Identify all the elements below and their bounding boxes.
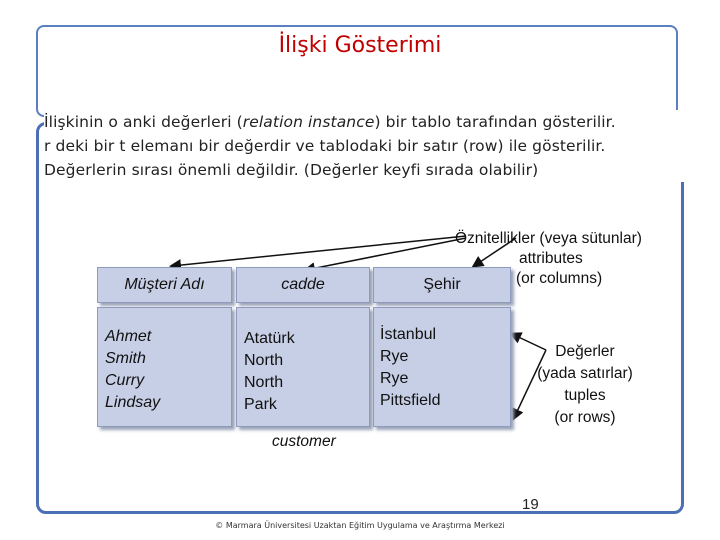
cell: Rye <box>380 370 409 387</box>
slide-title: İlişki Gösterimi <box>278 33 442 58</box>
header-sehir: Şehir <box>373 267 511 303</box>
cell: North <box>244 374 284 391</box>
arrow-to-cadde <box>306 238 466 270</box>
header-cadde: cadde <box>236 267 370 303</box>
column-sehir <box>373 307 511 427</box>
footer-text: © Marmara Üniversitesi Uzaktan Eğitim Uygulama ve Araştırma Merkezi <box>215 521 505 530</box>
cell: Smith <box>105 350 146 367</box>
arrow-to-musteri <box>172 236 466 266</box>
column-musteri-adi <box>97 307 232 427</box>
paragraph-line-1: İlişkinin o anki değerleri (relation instance) bir tablo tarafından gösterilir. <box>44 113 616 131</box>
page-number: 19 <box>522 496 539 513</box>
cell: Curry <box>105 372 145 389</box>
cell: Lindsay <box>105 394 161 411</box>
cell: İstanbul <box>380 326 437 343</box>
paragraph-line-2: r deki bir t elemanı bir değerdir ve tablodaki bir satır (row) ile gösterilir. <box>44 137 606 155</box>
values-label: Değerler (yada satırlar) tuples (or rows) <box>537 343 633 426</box>
cell: Ahmet <box>105 328 152 345</box>
header-musteri-adi: Müşteri Adı <box>97 267 232 303</box>
paragraph-line-3: Değerlerin sırası önemli değildir. (Değerler keyfi sırada olabilir) <box>44 161 539 179</box>
cell: Atatürk <box>244 330 295 347</box>
cell: Pittsfield <box>380 392 441 409</box>
cell: Rye <box>380 348 409 365</box>
cell: North <box>244 352 284 369</box>
cell: Park <box>244 396 277 413</box>
column-cadde <box>236 307 370 427</box>
table-name-label: customer <box>272 433 336 450</box>
attributes-label: Öznitellikler (veya sütunlar) attributes (or columns) <box>455 230 642 287</box>
